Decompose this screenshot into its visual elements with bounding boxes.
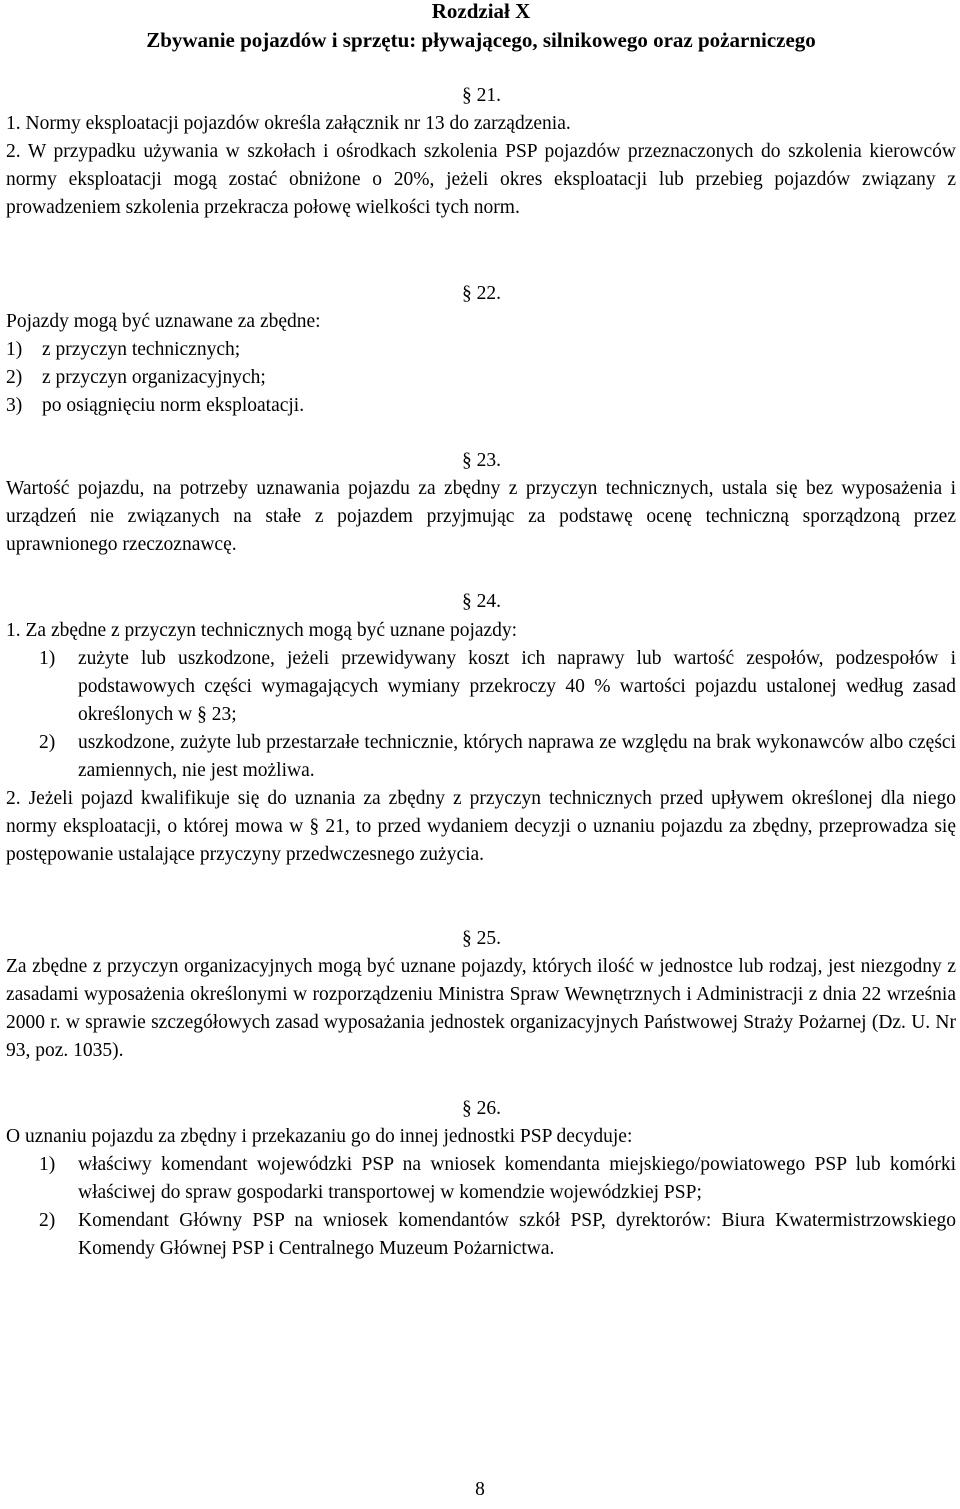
section-21-number: 21. xyxy=(476,85,501,106)
section-21-mark: § 21. xyxy=(462,85,501,106)
section-24-intro: 1. Za zbędne z przyczyn technicznych mogą być uznane pojazdy: xyxy=(6,620,518,641)
list-item-text: Komendant Główny PSP na wniosek komendantów szkół PSP, dyrektorów: Biura Kwatermistrzowskiego Komendy Głównej PSP i Centralnego Muzeum Pożarnictwa. xyxy=(78,1210,956,1259)
list-item xyxy=(6,364,956,392)
section-25-mark: § 25. xyxy=(462,928,501,949)
list-item-number: 2) xyxy=(39,732,56,753)
section-24-mark: § 24. xyxy=(462,591,501,612)
section-21-paragraph-1: 1. Normy eksploatacji pojazdów określa załącznik nr 13 do zarządzenia. xyxy=(6,113,571,134)
chapter-heading: Rozdział X xyxy=(431,0,531,23)
list-item-text: z przyczyn organizacyjnych; xyxy=(42,367,266,388)
list-item xyxy=(6,1151,956,1207)
list-item-number: 2) xyxy=(6,367,23,388)
section-24-body xyxy=(6,617,956,869)
list-item-text: właściwy komendant wojewódzki PSP na wniosek komendanta miejskiego/powiatowego PSP lub komórki właściwej do spraw gospodarki transportowej w komendzie wojewódzkiej PSP; xyxy=(78,1154,956,1203)
section-21-paragraph-2: 2. W przypadku używania w szkołach i ośrodkach szkolenia PSP pojazdów przeznaczonych do szkolenia kierowców normy eksploatacji mogą zostać obniżone o 20%, jeżeli okres eksploatacji lub przebieg pojazdów związany z prowadzeniem szkolenia przekracza połowę wielkości tych norm. xyxy=(6,141,956,218)
section-23-number: 23. xyxy=(476,450,501,471)
list-item-number: 3) xyxy=(6,395,23,416)
list-item-text: po osiągnięciu norm eksploatacji. xyxy=(42,395,305,416)
section-22-mark: § 22. xyxy=(462,283,501,304)
list-item-text: z przyczyn technicznych; xyxy=(42,339,241,360)
section-23-text: Wartość pojazdu, na potrzeby uznawania pojazdu za zbędny z przyczyn technicznych, ustala się bez wyposażenia i urządzeń nie związanych na stałe z pojazdem przyjmując za podstawę ocenę techniczną sporządzoną przez uprawnionego rzeczoznawcę. xyxy=(6,478,956,555)
section-26-number: 26. xyxy=(476,1098,501,1119)
list-item xyxy=(6,729,956,785)
list-item-text: uszkodzone, zużyte lub przestarzałe technicznie, których naprawa ze względu na brak wykonawców albo części zamiennych, nie jest możliwa. xyxy=(78,732,956,781)
section-22-number: 22. xyxy=(476,283,501,304)
section-25-number: 25. xyxy=(476,928,501,949)
list-item-text: zużyte lub uszkodzone, jeżeli przewidywany koszt ich naprawy lub wartość zespołów, podzespołów i podstawowych części wymagających wymiany przekroczy 40 % wartości pojazdu ustalonej według zasad określonych w § 23; xyxy=(78,648,956,725)
section-22-list xyxy=(6,308,956,420)
section-25-text: Za zbędne z przyczyn organizacyjnych mogą być uznane pojazdy, których ilość w jednostce lub rodzaj, jest niezgodny z zasadami wyposażenia określonymi w rozporządzeniu Ministra Spraw Wewnętrznych i Administracji z dnia 22 września 2000 r. w sprawie szczegółowych zasad wyposażania jednostek organizacyjnych Państwowej Straży Pożarnej (Dz. U. Nr 93, poz. 1035). xyxy=(6,956,956,1061)
list-item xyxy=(6,645,956,729)
section-24-number: 24. xyxy=(476,591,501,612)
list-item-number: 2) xyxy=(39,1210,56,1231)
list-item xyxy=(6,1207,956,1263)
section-26-body xyxy=(6,1123,956,1263)
section-26-mark: § 26. xyxy=(462,1098,501,1119)
section-24-paragraph-2: 2. Jeżeli pojazd kwalifikuje się do uznania za zbędny z przyczyn technicznych przed upływem określonej dla niego normy eksploatacji, o której mowa w § 21, to przed wydaniem decyzji o uznaniu pojazdu za zbędny, przeprowadza się postępowanie ustalające przyczyny przedwczesnego zużycia. xyxy=(6,788,956,865)
chapter-subtitle: Zbywanie pojazdów i sprzętu: pływającego, silnikowego oraz pożarniczego xyxy=(146,28,816,52)
list-item-number: 1) xyxy=(39,648,56,669)
list-item-number: 1) xyxy=(39,1154,56,1175)
section-22-intro: Pojazdy mogą być uznawane za zbędne: xyxy=(6,311,321,332)
list-item xyxy=(6,336,956,364)
page-number: 8 xyxy=(475,1479,485,1500)
list-item-number: 1) xyxy=(6,339,23,360)
list-item xyxy=(6,392,956,420)
section-26-intro: O uznaniu pojazdu za zbędny i przekazaniu go do innej jednostki PSP decyduje: xyxy=(6,1126,633,1147)
section-23-mark: § 23. xyxy=(462,450,501,471)
